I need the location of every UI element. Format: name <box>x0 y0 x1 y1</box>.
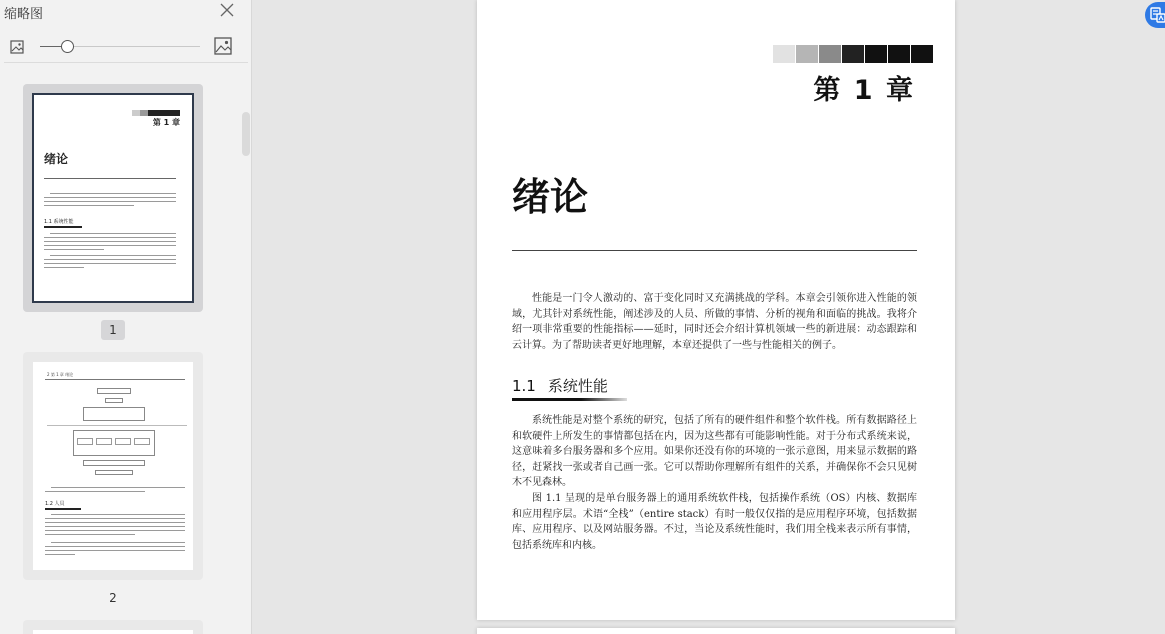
section-paragraph: 图 1.1 呈现的是单台服务器上的通用系统软件栈，包括操作系统（OS）内核、数据库和应用程序层。术语“全栈”（entire stack）有时一般仅仅指的是应用程序环境，包括数据库、应用程序、以及网站服务器。不过，当论及系统性能时，我们用全栈来表示所有事情，包括系统库和内核。 <box>512 493 917 551</box>
thumb-text-line <box>45 550 185 551</box>
thumb-diagram-box <box>115 438 131 445</box>
thumb-text-line <box>45 522 185 523</box>
next-document-page <box>477 628 955 634</box>
thumb-diagram-box <box>134 438 150 445</box>
thumb-text-line <box>44 267 84 268</box>
thumb-text-line <box>44 249 104 250</box>
image-large-icon[interactable] <box>214 37 232 55</box>
thumb-text-line <box>44 259 176 260</box>
floating-translate-button[interactable] <box>1145 2 1165 28</box>
thumbnail-sidebar <box>0 0 252 634</box>
thumb-chapter-label: 第 1 章 <box>152 118 180 127</box>
thumb-page-header: 2 第 1 章 绪论 <box>47 372 74 377</box>
thumb-text-line <box>44 241 176 242</box>
thumb-text-line <box>45 546 185 547</box>
thumb-text-line <box>45 526 185 527</box>
thumbnail-page-number: 2 <box>109 591 117 605</box>
thumb-text-line <box>51 487 185 488</box>
thumb-rule <box>45 379 185 380</box>
section-title: 系统性能 <box>547 377 608 395</box>
thumb-text-line <box>44 237 176 238</box>
thumbnail-preview <box>33 362 193 570</box>
section-number: 1.1 <box>512 377 536 395</box>
thumb-diagram-box <box>83 407 145 421</box>
thumbnail-preview <box>32 93 194 303</box>
chapter-bar-block <box>865 45 887 63</box>
thumb-title: 绪论 <box>44 152 69 166</box>
chapter-bar-block <box>796 45 818 63</box>
thumb-bar-block <box>140 110 148 116</box>
image-small-icon[interactable] <box>10 39 24 53</box>
translate-icon <box>1150 7 1165 23</box>
thumb-text-line <box>45 518 185 519</box>
thumb-text-line <box>44 245 176 246</box>
thumb-text-line <box>45 554 75 555</box>
thumb-text-line <box>50 255 176 256</box>
section-rule <box>512 398 627 401</box>
thumbnail-preview <box>33 630 193 634</box>
thumb-text-line <box>45 491 145 492</box>
thumb-diagram-box <box>95 470 133 475</box>
thumb-diagram-box <box>96 438 112 445</box>
section-paragraph: 系统性能是对整个系统的研究，包括了所有的硬件组件和整个软件栈。所有数据路径上和软硬件上所发生的事情都包括在内，因为这些都有可能影响性能。对于分布式系统来说，这意味着多台服务器和多个应用。如果你还没有你的环境的一张示意图，用来显示数据的路径，赶紧找一张或者自己画一张。它可以帮助你理解所有组件的关系，并确保你不会只见树木不见森林。 <box>512 415 917 489</box>
thumb-text-line <box>51 514 185 515</box>
thumb-diagram-box <box>105 398 123 403</box>
thumb-diagram-box <box>97 388 131 394</box>
thumb-text-line <box>44 263 176 264</box>
sidebar-divider <box>4 62 248 63</box>
thumb-diagram-box <box>83 460 145 466</box>
thumbnail-page-2[interactable] <box>23 352 203 580</box>
thumb-text-line <box>51 542 185 543</box>
thumb-section-heading: 1.1 系统性能 <box>44 219 74 225</box>
page-title: 绪论 <box>512 175 589 219</box>
thumb-text-line <box>50 233 176 234</box>
thumb-text-line <box>45 534 135 535</box>
zoom-control <box>0 36 252 58</box>
thumb-section-rule <box>45 508 81 510</box>
sidebar-title: 缩略图 <box>4 7 44 22</box>
sidebar-scrollbar[interactable] <box>242 112 250 156</box>
chapter-bar-block <box>773 45 795 63</box>
thumb-text-line <box>44 197 176 198</box>
thumb-text-line <box>44 201 176 202</box>
chapter-bar-block <box>888 45 910 63</box>
document-page <box>477 0 955 620</box>
thumb-dashed-line <box>47 425 187 426</box>
intro-paragraph: 性能是一门令人激动的、富于变化同时又充满挑战的学科。本章会引领你进入性能的领域，尤其针对系统性能，阐述涉及的人员、所做的事情、分析的视角和面临的挑战。我将介绍一项非常重要的性能指标——延时，同时还会介绍计算机领域一些的新进展：动态跟踪和云计算。为了帮助读者更好地理解，本章还提供了一些与性能相关的例子。 <box>512 293 917 351</box>
chapter-bar-block <box>819 45 841 63</box>
thumbnail-page-3[interactable] <box>23 620 203 634</box>
section-heading <box>512 375 608 396</box>
title-rule <box>512 250 917 251</box>
close-icon[interactable] <box>218 3 236 21</box>
chapter-bar-block <box>911 45 933 63</box>
thumb-text-line <box>50 193 176 194</box>
thumb-bar-block <box>132 110 140 116</box>
zoom-slider-handle[interactable] <box>61 40 74 53</box>
thumb-text-line <box>44 205 134 206</box>
thumb-diagram-box <box>77 438 93 445</box>
thumb-bar-block <box>148 110 180 116</box>
thumb-text-line <box>45 530 185 531</box>
chapter-bar-block <box>842 45 864 63</box>
thumb-section-heading: 1.2 人员 <box>45 501 65 507</box>
thumb-section-rule <box>44 226 82 228</box>
chapter-label: 第 1 章 <box>813 75 915 106</box>
thumbnail-page-number: 1 <box>101 320 125 340</box>
thumbnail-page-1[interactable] <box>23 84 203 312</box>
thumb-rule <box>44 178 176 179</box>
